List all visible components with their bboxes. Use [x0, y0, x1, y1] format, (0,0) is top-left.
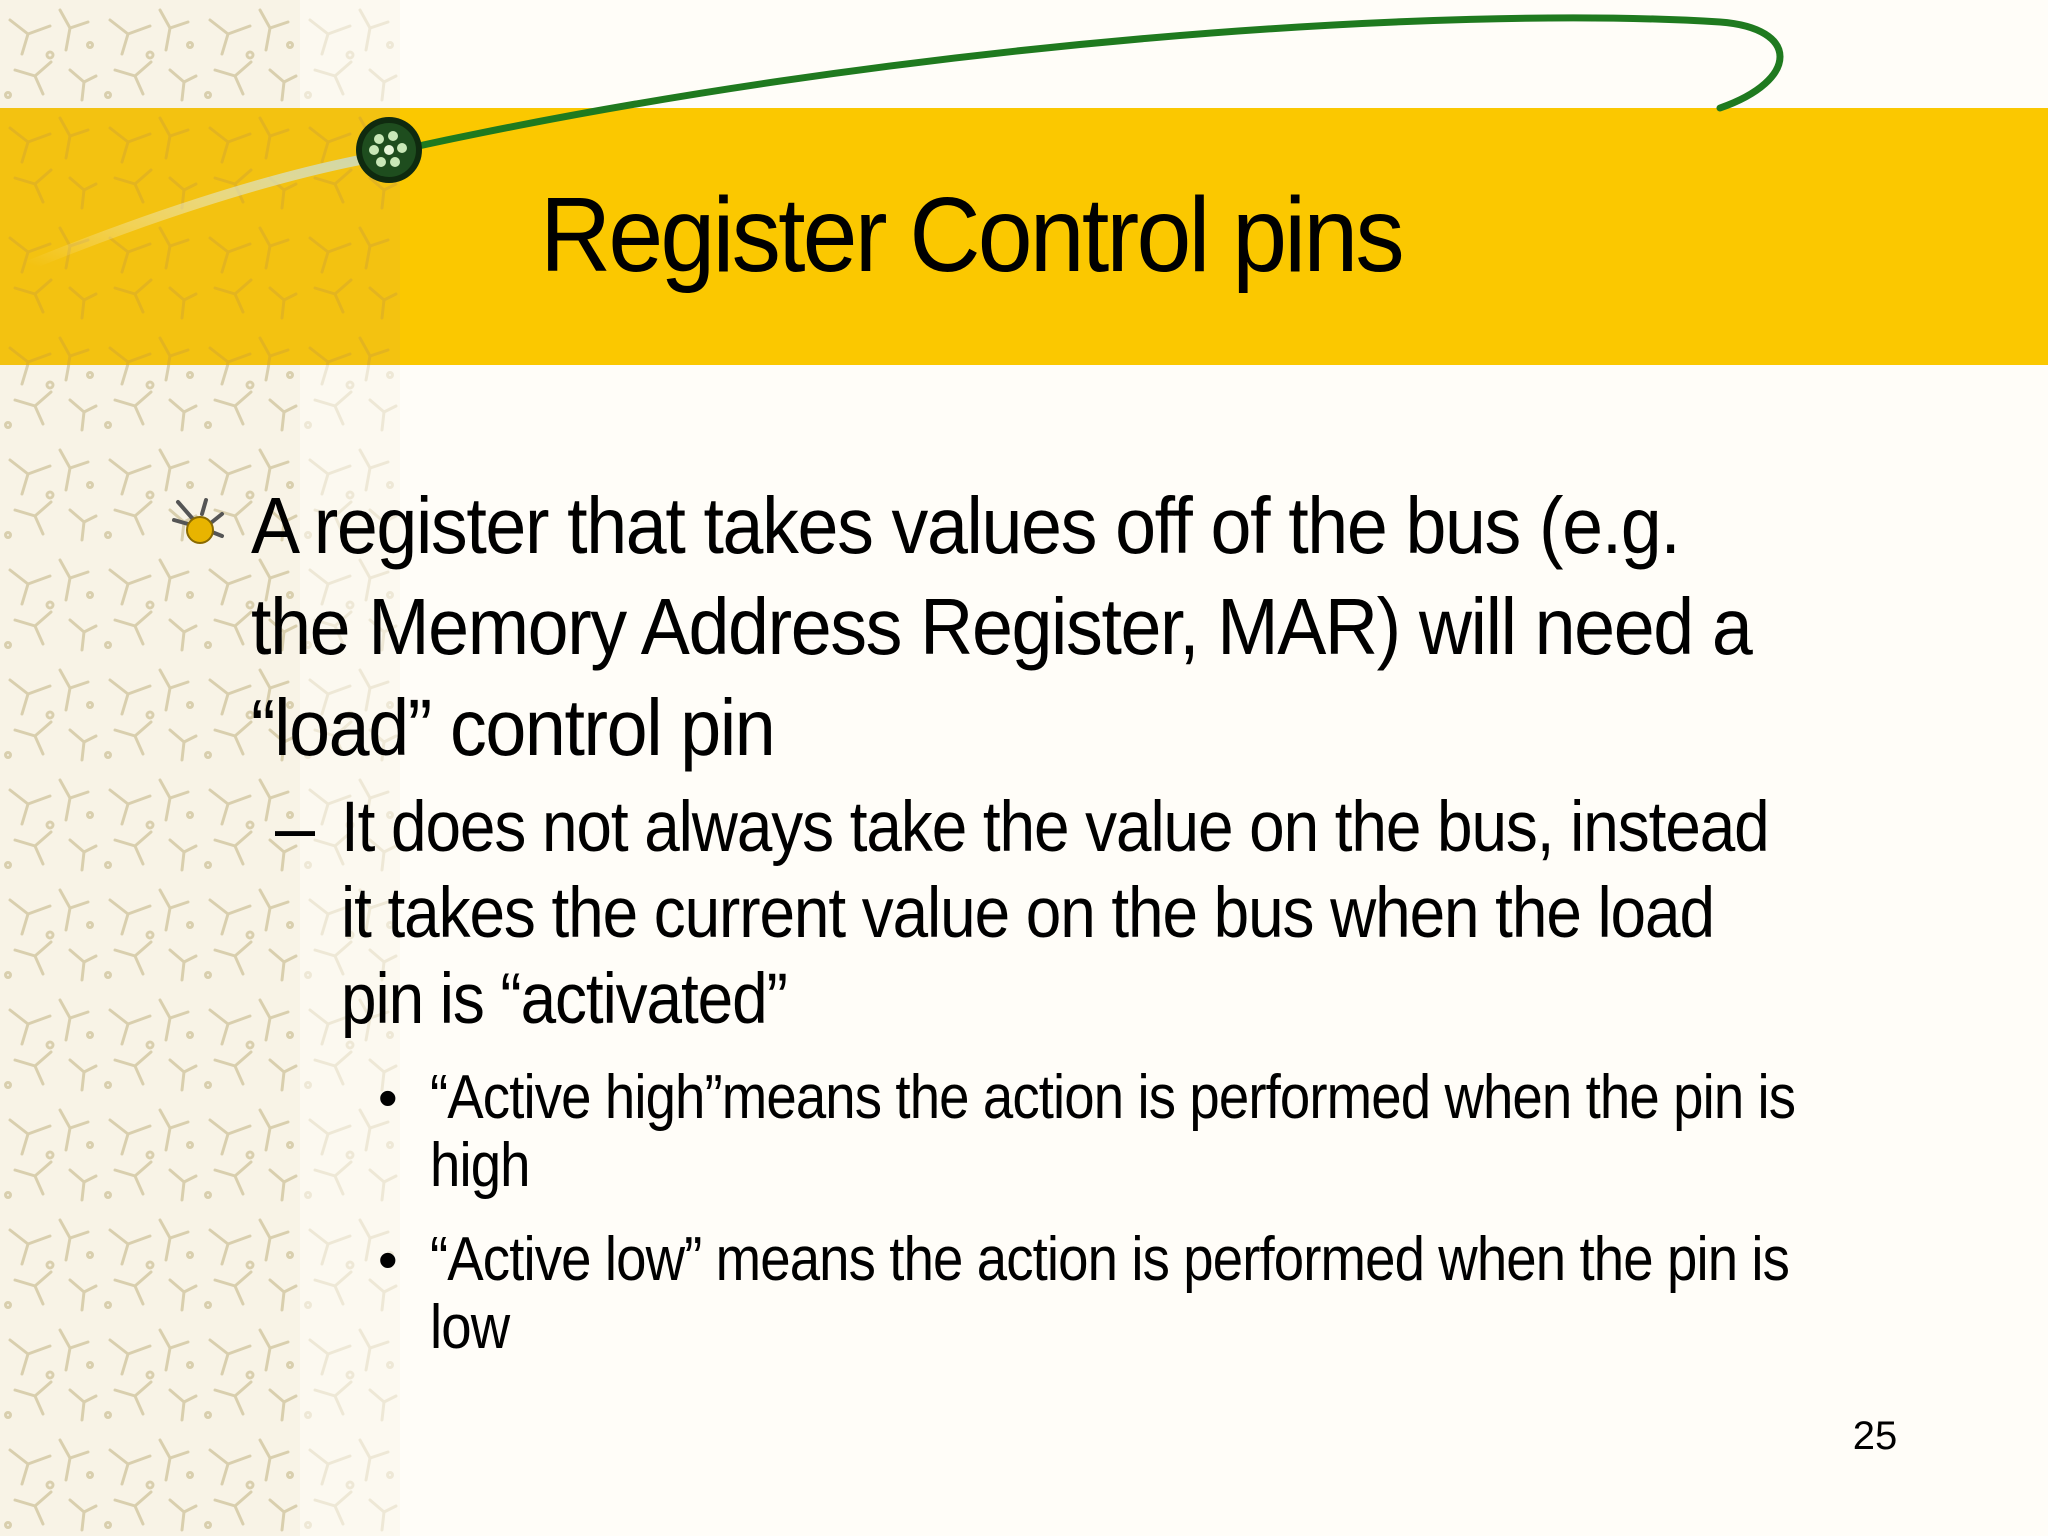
dash-bullet: – — [275, 788, 316, 868]
bullet-main-text: A register that takes values off of the bus (e.g. the Memory Address Register, MAR) will need a “load” control pin — [251, 481, 1752, 772]
sun-bullet-icon — [170, 496, 234, 548]
sub-bullet-text: It does not always take the value on the bus, instead it takes the current value on the bus when the load pin is “activated” — [341, 788, 1769, 1039]
sub-sub-bullet-text: “Active high”means the action is performed when the pin is high — [430, 1063, 1796, 1200]
slide-title: Register Control pins — [540, 176, 1402, 294]
page-number: 25 — [1852, 1414, 1898, 1458]
dot-bullet: • — [378, 1228, 398, 1291]
sub-sub-bullet-text: “Active low” means the action is performed when the pin is low — [430, 1225, 1790, 1362]
dot-bullet: • — [378, 1066, 398, 1129]
